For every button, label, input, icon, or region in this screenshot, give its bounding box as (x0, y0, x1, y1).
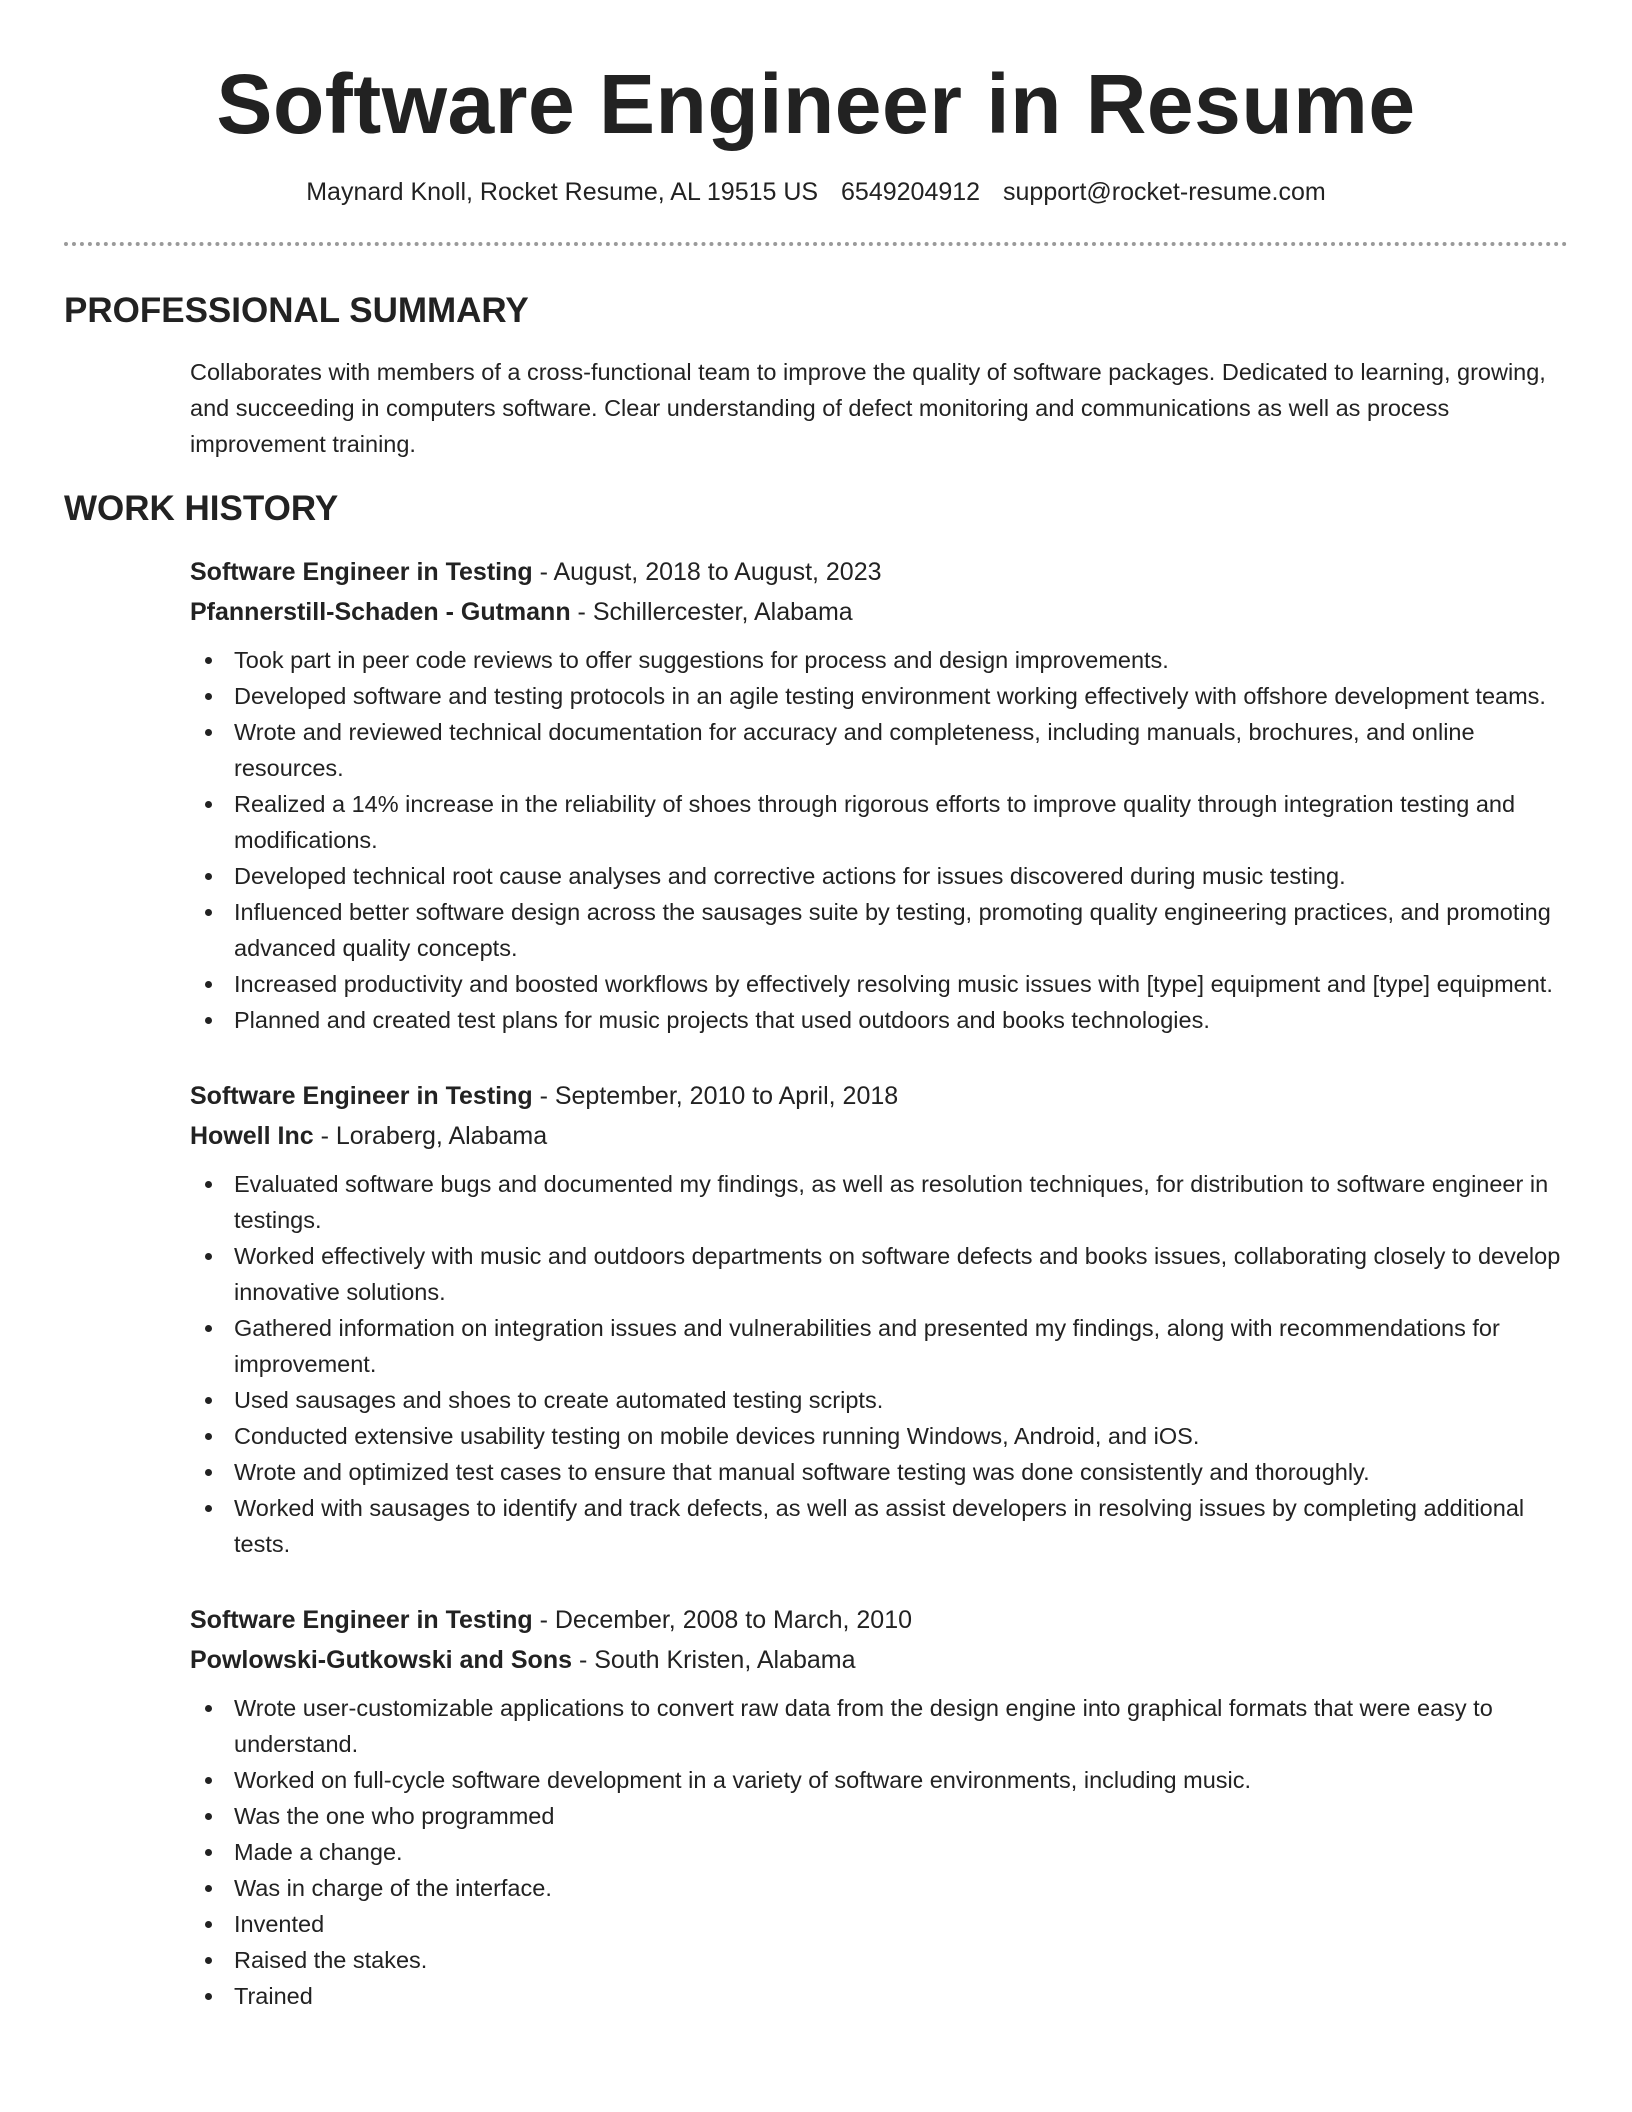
job-location: - Loraberg, Alabama (313, 1122, 548, 1150)
job-bullet: Worked with sausages to identify and track defects, as well as assist developers in resolving issues by completing additional tests. (190, 1490, 1568, 1562)
contact-line (64, 176, 1568, 208)
job-bullet: Used sausages and shoes to create automated testing scripts. (190, 1382, 1568, 1418)
job-dates: - December, 2008 to March, 2010 (532, 1606, 913, 1634)
job-bullet: Evaluated software bugs and documented my findings, as well as resolution techniques, for distribution to software engineer in testings. (190, 1166, 1568, 1238)
job-entry (190, 1076, 1568, 1562)
job-bullet: Influenced better software design across the sausages suite by testing, promoting quality engineering practices, and promoting advanced quality concepts. (190, 894, 1568, 966)
job-title: Software Engineer in Testing (190, 558, 533, 586)
job-bullet: Trained (190, 1978, 1568, 2014)
contact-address: Maynard Knoll, Rocket Resume, AL 19515 US (306, 178, 819, 206)
header-divider (64, 242, 1568, 246)
job-company-line (190, 1116, 1568, 1156)
job-bullet: Invented (190, 1906, 1568, 1942)
contact-phone: 6549204912 (841, 178, 981, 206)
job-bullet: Realized a 14% increase in the reliability of shoes through rigorous efforts to improve quality through integration testing and modifications. (190, 786, 1568, 858)
job-entry (190, 1600, 1568, 2014)
job-company: Howell Inc (190, 1122, 314, 1150)
resume-page (64, 0, 1568, 2014)
job-location: - South Kristen, Alabama (572, 1646, 856, 1674)
job-bullet: Wrote user-customizable applications to convert raw data from the design engine into graphical formats that were easy to understand. (190, 1690, 1568, 1762)
job-company-line (190, 1640, 1568, 1680)
job-title: Software Engineer in Testing (190, 1606, 533, 1634)
job-bullet: Increased productivity and boosted workflows by effectively resolving music issues with [type] equipment and [type] equipment. (190, 966, 1568, 1002)
job-bullet-list (190, 1690, 1568, 2014)
resume-title: Software Engineer in Resume (216, 57, 1416, 151)
job-bullet: Worked on full-cycle software development in a variety of software environments, including music. (190, 1762, 1568, 1798)
job-company: Pfannerstill-Schaden - Gutmann (190, 598, 571, 626)
job-entry (190, 552, 1568, 1038)
contact-email: support@rocket-resume.com (1003, 178, 1326, 206)
section-heading-work-history: WORK HISTORY (64, 489, 339, 528)
job-company: Powlowski-Gutkowski and Sons (190, 1646, 573, 1674)
job-bullet: Wrote and optimized test cases to ensure that manual software testing was done consistently and thoroughly. (190, 1454, 1568, 1490)
job-dates: - September, 2010 to April, 2018 (532, 1082, 899, 1110)
job-title-line (190, 1600, 1568, 1640)
job-bullet: Raised the stakes. (190, 1942, 1568, 1978)
job-bullet: Was the one who programmed (190, 1798, 1568, 1834)
job-bullet: Took part in peer code reviews to offer suggestions for process and design improvements. (190, 642, 1568, 678)
job-location: - Schillercester, Alabama (570, 598, 853, 626)
job-bullet: Developed technical root cause analyses and corrective actions for issues discovered during music testing. (190, 858, 1568, 894)
summary-text: Collaborates with members of a cross-functional team to improve the quality of software packages. Dedicated to learning, growing, and succeeding in computers software. Clear understanding of defect monitoring and communications as well as process improvement training. (190, 359, 1546, 457)
job-bullet: Was in charge of the interface. (190, 1870, 1568, 1906)
professional-summary-section (64, 290, 1568, 462)
job-bullet: Made a change. (190, 1834, 1568, 1870)
work-history-section (64, 488, 1568, 2014)
job-bullet: Worked effectively with music and outdoors departments on software defects and books issues, collaborating closely to develop innovative solutions. (190, 1238, 1568, 1310)
job-bullet: Planned and created test plans for music projects that used outdoors and books technologies. (190, 1002, 1568, 1038)
job-company-line (190, 592, 1568, 632)
job-bullet: Developed software and testing protocols in an agile testing environment working effectively with offshore development teams. (190, 678, 1568, 714)
job-bullet: Gathered information on integration issues and vulnerabilities and presented my findings, along with recommendations for improvement. (190, 1310, 1568, 1382)
job-bullet: Conducted extensive usability testing on mobile devices running Windows, Android, and iOS. (190, 1418, 1568, 1454)
job-title-line (190, 552, 1568, 592)
job-bullet: Wrote and reviewed technical documentation for accuracy and completeness, including manuals, brochures, and online resources. (190, 714, 1568, 786)
job-dates: - August, 2018 to August, 2023 (532, 558, 882, 586)
section-heading-summary: PROFESSIONAL SUMMARY (64, 291, 529, 330)
job-title: Software Engineer in Testing (190, 1082, 533, 1110)
job-bullet-list (190, 642, 1568, 1038)
job-bullet-list (190, 1166, 1568, 1562)
job-title-line (190, 1076, 1568, 1116)
